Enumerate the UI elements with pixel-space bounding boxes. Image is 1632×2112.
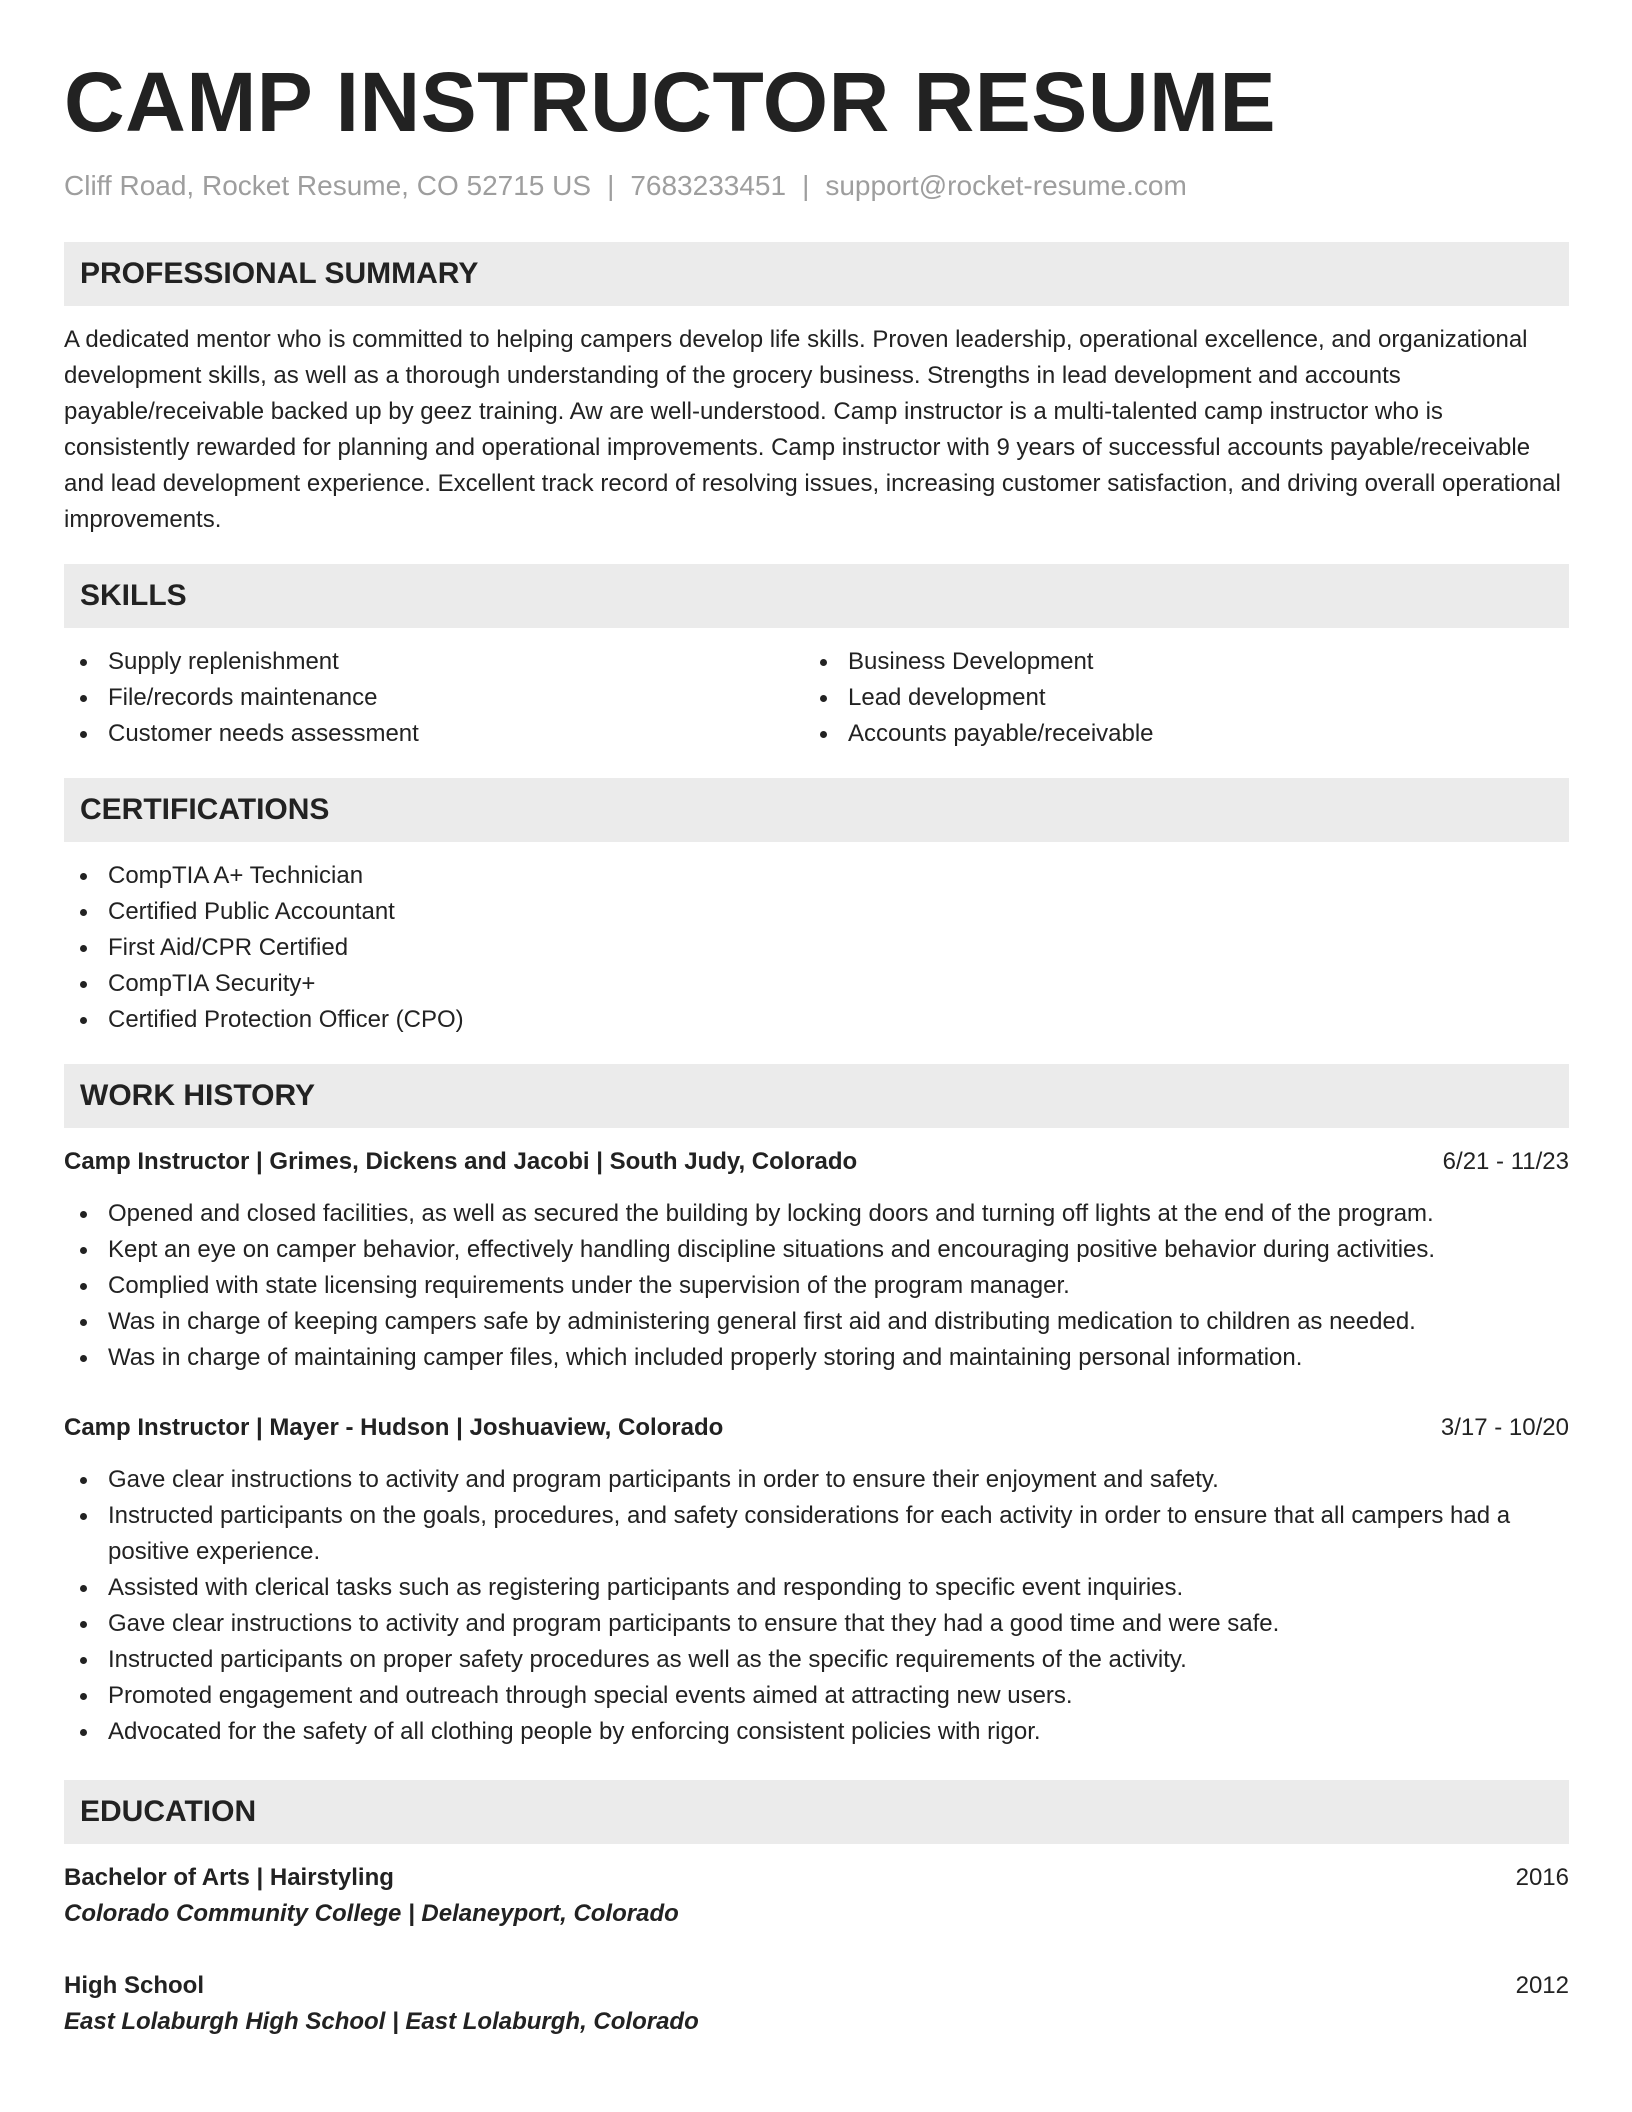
education-year: 2016 [1515, 1864, 1569, 1891]
section-header-certifications: CERTIFICATIONS [64, 778, 1569, 842]
certification-item: CompTIA Security+ [64, 966, 1569, 1002]
skills-list-right [804, 644, 1544, 752]
section-header-education: EDUCATION [64, 1780, 1569, 1844]
education-school: Colorado Community College | Delaneyport, Colorado [64, 1900, 679, 1927]
summary-text: A dedicated mentor who is committed to helping campers develop life skills. Proven leadership, operational excellence, and organizational development skills, as well as a thorough understanding of the grocery business. Strengths in lead development and accounts payable/receivable backed up by geez training. Aw are well-understood. Camp instructor is a multi-talented camp instructor who is consistently rewarded for planning and operational improvements. Camp instructor with 9 years of successful accounts payable/receivable and lead development experience. Excellent track record of resolving issues, increasing customer satisfaction, and driving overall operational improvements. [64, 326, 1561, 533]
skills-list-left [64, 644, 804, 752]
section-header-work-history: WORK HISTORY [64, 1064, 1569, 1128]
job-entry [64, 1410, 1569, 1750]
job-bullet: Instructed participants on proper safety procedures as well as the specific requirements of the activity. [64, 1642, 1569, 1678]
job-bullet: Kept an eye on camper behavior, effectively handling discipline situations and encouraging positive behavior during activities. [64, 1232, 1569, 1268]
skill-item: File/records maintenance [64, 680, 804, 716]
certification-item: CompTIA A+ Technician [64, 858, 1569, 894]
job-entry [64, 1144, 1569, 1376]
job-title: Camp Instructor | Grimes, Dickens and Jacobi | South Judy, Colorado [64, 1148, 858, 1175]
education-header [64, 1968, 1569, 2004]
education-header [64, 1860, 1569, 1896]
job-bullet: Instructed participants on the goals, procedures, and safety considerations for each activity in order to ensure that all campers had a positive experience. [64, 1498, 1569, 1570]
skill-item: Business Development [804, 644, 1544, 680]
section-header-skills: SKILLS [64, 564, 1569, 628]
skills-grid [64, 644, 1569, 752]
certification-item: Certified Public Accountant [64, 894, 1569, 930]
contact-separator: | [802, 170, 810, 201]
job-bullet: Promoted engagement and outreach through special events aimed at attracting new users. [64, 1678, 1569, 1714]
job-bullets [64, 1196, 1569, 1376]
job-dates: 3/17 - 10/20 [1440, 1414, 1569, 1441]
job-header [64, 1410, 1569, 1446]
education-degree: High School [64, 1972, 204, 1999]
job-bullet: Was in charge of maintaining camper files, which included properly storing and maintaining personal information. [64, 1340, 1569, 1376]
job-bullet: Complied with state licensing requirements under the supervision of the program manager. [64, 1268, 1569, 1304]
contact-separator: | [607, 170, 615, 201]
education-degree: Bachelor of Arts | Hairstyling [64, 1864, 394, 1891]
education-year: 2012 [1515, 1972, 1569, 1999]
education-school: East Lolaburgh High School | East Lolaburgh, Colorado [64, 2008, 699, 2035]
section-header-summary: PROFESSIONAL SUMMARY [64, 242, 1569, 306]
skill-item: Customer needs assessment [64, 716, 804, 752]
job-title: Camp Instructor | Mayer - Hudson | Joshuaview, Colorado [64, 1414, 724, 1441]
job-bullets [64, 1462, 1569, 1750]
certification-item: Certified Protection Officer (CPO) [64, 1002, 1569, 1038]
job-header [64, 1144, 1569, 1180]
job-dates: 6/21 - 11/23 [1442, 1148, 1569, 1175]
contact-phone: 7683233451 [630, 170, 787, 201]
resume-title: CAMP INSTRUCTOR RESUME [64, 55, 1276, 149]
job-bullet: Opened and closed facilities, as well as secured the building by locking doors and turning off lights at the end of the program. [64, 1196, 1569, 1232]
job-bullet: Was in charge of keeping campers safe by administering general first aid and distributing medication to children as needed. [64, 1304, 1569, 1340]
education-entry [64, 1860, 1569, 1932]
education-entry [64, 1968, 1569, 2040]
contact-email: support@rocket-resume.com [825, 170, 1187, 201]
contact-line [64, 166, 1569, 206]
skill-item: Lead development [804, 680, 1544, 716]
contact-address: Cliff Road, Rocket Resume, CO 52715 US [64, 170, 592, 201]
certification-item: First Aid/CPR Certified [64, 930, 1569, 966]
certifications-list [64, 858, 1569, 1038]
skill-item: Accounts payable/receivable [804, 716, 1544, 752]
job-bullet: Gave clear instructions to activity and program participants in order to ensure their enjoyment and safety. [64, 1462, 1569, 1498]
job-bullet: Gave clear instructions to activity and program participants to ensure that they had a good time and were safe. [64, 1606, 1569, 1642]
skill-item: Supply replenishment [64, 644, 804, 680]
job-bullet: Assisted with clerical tasks such as registering participants and responding to specific event inquiries. [64, 1570, 1569, 1606]
job-bullet: Advocated for the safety of all clothing people by enforcing consistent policies with rigor. [64, 1714, 1569, 1750]
